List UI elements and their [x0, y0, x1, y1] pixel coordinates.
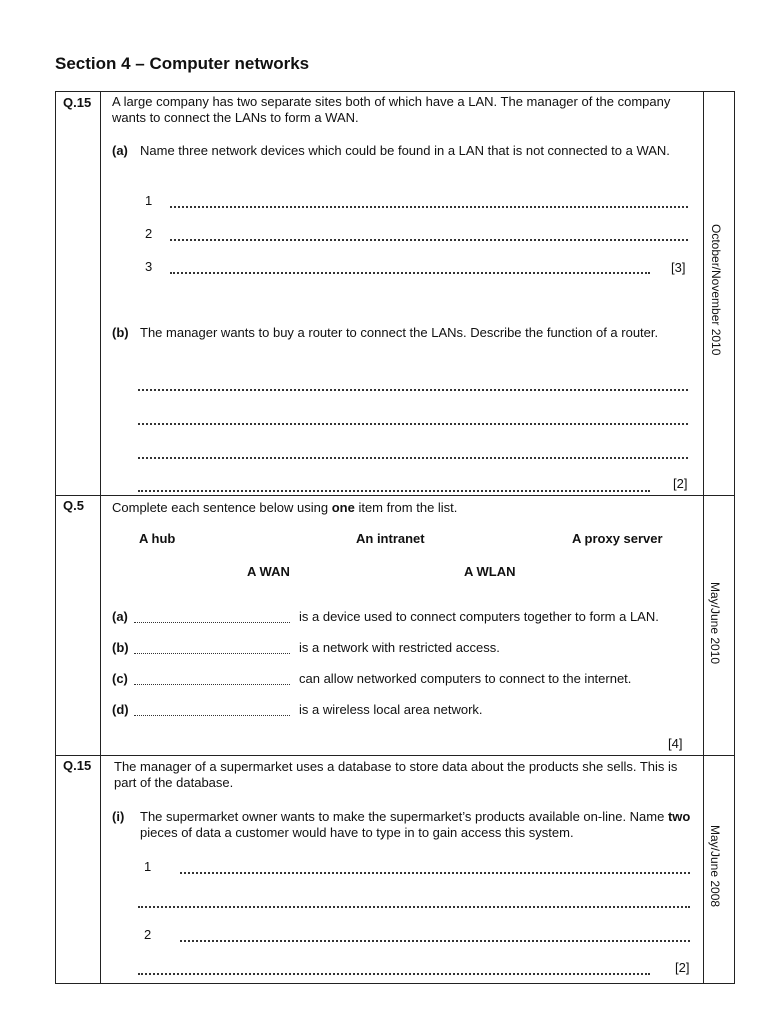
question-number: Q.5 — [63, 498, 84, 513]
answer-blank[interactable] — [134, 622, 290, 623]
sentence-text: is a network with restricted access. — [299, 640, 500, 655]
answer-blank[interactable] — [134, 684, 290, 685]
part-text-segment: pieces of data a customer would have to type in to gain access this system. — [140, 825, 574, 840]
answer-line[interactable] — [180, 872, 690, 874]
marks-label: [2] — [675, 960, 690, 975]
question-intro: A large company has two separate sites both of which have a LAN. The manager of the company wants to connect the LANs to form a WAN. — [112, 94, 671, 125]
marks-label: [2] — [673, 476, 688, 491]
intro-text: Complete each sentence below using — [112, 500, 332, 515]
row-divider-2 — [55, 755, 735, 756]
question-number: Q.15 — [63, 95, 92, 110]
sentence-text: can allow networked computers to connect to the internet. — [299, 671, 632, 686]
answer-line[interactable] — [138, 906, 690, 908]
row-divider-1 — [55, 495, 735, 496]
answer-line[interactable] — [180, 940, 690, 942]
part-text: Name three network devices which could be found in a LAN that is not connected to a WAN. — [140, 143, 670, 158]
sentence-label: (b) — [112, 640, 129, 655]
sentence-text: is a wireless local area network. — [299, 702, 483, 717]
sentence-label: (d) — [112, 702, 129, 717]
sentence-label: (c) — [112, 671, 128, 686]
answer-line-number: 1 — [144, 859, 152, 874]
option-item: A WLAN — [464, 564, 516, 579]
answer-line-number: 3 — [145, 259, 153, 274]
number-column-divider — [100, 91, 101, 984]
answer-line-number: 1 — [145, 193, 153, 208]
marks-label: [4] — [668, 736, 683, 751]
sentence-text: is a device used to connect computers together to form a LAN. — [299, 609, 659, 624]
question-number: Q.15 — [63, 758, 92, 773]
part-label: (b) — [112, 325, 129, 340]
session-column-divider — [703, 91, 704, 984]
answer-line[interactable] — [138, 389, 688, 391]
answer-line[interactable] — [170, 206, 688, 208]
option-item: A proxy server — [572, 531, 663, 546]
exam-session: May/June 2010 — [708, 582, 722, 665]
part-text — [140, 809, 698, 841]
answer-blank[interactable] — [134, 653, 290, 654]
part-text-emphasis: two — [667, 809, 691, 824]
question-intro: The manager of a supermarket uses a database to store data about the products she sells. This is part of the database. — [114, 759, 678, 790]
answer-line[interactable] — [138, 423, 688, 425]
question-intro — [112, 500, 457, 516]
exam-session: May/June 2008 — [708, 825, 722, 908]
part-label: (i) — [112, 809, 125, 824]
part-label: (a) — [112, 143, 128, 158]
answer-line[interactable] — [138, 973, 650, 975]
answer-line-number: 2 — [144, 927, 152, 942]
answer-line[interactable] — [138, 490, 650, 492]
answer-blank[interactable] — [134, 715, 290, 716]
sentence-label: (a) — [112, 609, 128, 624]
option-item: A hub — [139, 531, 176, 546]
option-item: An intranet — [356, 531, 425, 546]
answer-line[interactable] — [170, 239, 688, 241]
section-title: Section 4 – Computer networks — [55, 54, 310, 73]
answer-line[interactable] — [138, 457, 688, 459]
marks-label: [3] — [671, 260, 686, 275]
part-text-segment: The supermarket owner wants to make the supermarket’s products available on-line. Name — [140, 809, 668, 824]
intro-text: item from the list. — [354, 500, 458, 515]
part-text: The manager wants to buy a router to connect the LANs. Describe the function of a router. — [140, 325, 659, 340]
answer-line[interactable] — [170, 272, 650, 274]
intro-emphasis: one — [331, 500, 355, 515]
answer-line-number: 2 — [145, 226, 153, 241]
option-item: A WAN — [247, 564, 290, 579]
exam-session: October/November 2010 — [709, 224, 723, 356]
